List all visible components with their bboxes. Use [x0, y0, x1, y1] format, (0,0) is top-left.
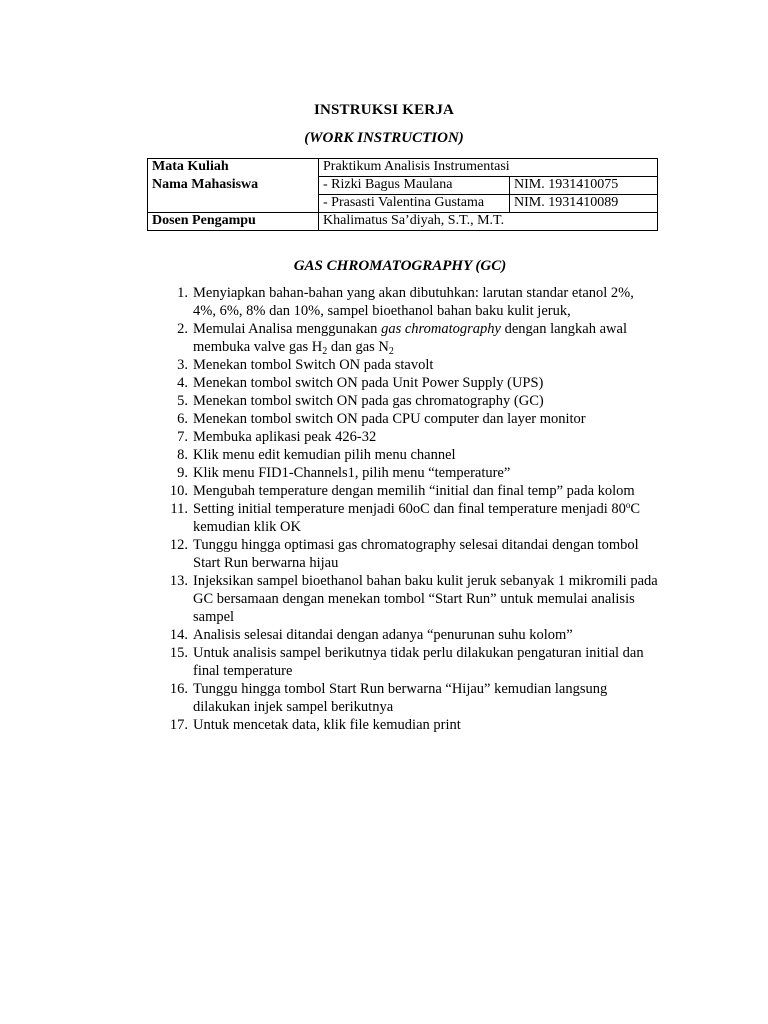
list-item	[160, 284, 660, 320]
course-value: Praktikum Analisis Instrumentasi	[319, 159, 658, 177]
list-item	[160, 716, 660, 734]
list-item	[160, 500, 660, 536]
step-number: 11.	[170, 501, 188, 517]
step-text: Injeksikan sampel bioethanol bahan baku kulit jeruk sebanyak 1 mikromili pada GC bersamaan dengan menekan tombol “Start Run” untuk memulai analisis sampel	[193, 573, 658, 625]
step-number: 16.	[169, 681, 188, 697]
section-title: GAS CHROMATOGRAPHY (GC)	[293, 258, 507, 274]
table-row	[148, 195, 658, 213]
list-item	[160, 482, 660, 500]
list-item	[160, 374, 660, 392]
step-text: Klik menu edit kemudian pilih menu channel	[193, 447, 456, 463]
list-item	[160, 644, 660, 680]
step-text: Menekan tombol switch ON pada Unit Power Supply (UPS)	[193, 375, 544, 391]
lecturer-label: Dosen Pengampu	[148, 213, 319, 231]
student-name-1: - Rizki Bagus Maulana	[319, 177, 510, 195]
student-nim-1: NIM. 1931410075	[510, 177, 658, 195]
list-item	[160, 356, 660, 374]
step-number: 10.	[169, 483, 188, 499]
step-number: 7.	[177, 429, 188, 445]
step-number: 3.	[177, 357, 188, 373]
student-name-2: - Prasasti Valentina Gustama	[319, 195, 510, 213]
step-number: 14.	[169, 627, 188, 643]
list-item	[160, 320, 660, 356]
student-label-cont	[148, 195, 319, 213]
step-number: 9.	[177, 465, 188, 481]
student-nim-2: NIM. 1931410089	[510, 195, 658, 213]
step-text: Membuka aplikasi peak 426-32	[193, 429, 377, 445]
emphasis-text: gas chromatography	[381, 321, 501, 337]
step-number: 13.	[169, 573, 188, 589]
step-number: 2.	[177, 321, 188, 337]
list-item	[160, 392, 660, 410]
step-number: 12.	[169, 537, 188, 553]
table-row	[148, 159, 658, 177]
step-text: Untuk analisis sampel berikutnya tidak perlu dilakukan pengaturan initial dan final temperature	[193, 645, 644, 679]
step-text: Menekan tombol switch ON pada CPU computer dan layer monitor	[193, 411, 586, 427]
step-text: Setting initial temperature menjadi 60oC dan final temperature menjadi 80$^o$C kemudian klik OK	[193, 500, 641, 535]
step-text: Untuk mencetak data, klik file kemudian print	[193, 717, 461, 733]
list-item	[160, 428, 660, 446]
list-item	[160, 626, 660, 644]
info-table	[147, 158, 658, 231]
step-text: Tunggu hingga tombol Start Run berwarna “Hijau” kemudian langsung dilakukan injek sampel berikutnya	[193, 681, 608, 715]
list-item	[160, 572, 660, 626]
step-number: 6.	[177, 411, 188, 427]
student-label: Nama Mahasiswa	[148, 177, 319, 195]
step-number: 17.	[169, 717, 188, 733]
step-text: Analisis selesai ditandai dengan adanya “penurunan suhu kolom”	[193, 627, 573, 643]
step-number: 8.	[177, 447, 188, 463]
step-text: Menyiapkan bahan-bahan yang akan dibutuhkan: larutan standar etanol 2%, 4%, 6%, 8% dan 10%, sampel bioethanol bahan baku kulit jeruk,	[193, 285, 634, 319]
step-text: Memulai Analisa menggunakan gas chromatography dengan langkah awal membuka valve gas $H_2$ dan gas $N_2$	[193, 321, 627, 357]
table-row	[148, 213, 658, 231]
course-label: Mata Kuliah	[148, 159, 319, 177]
list-item	[160, 446, 660, 464]
steps-list	[160, 284, 660, 734]
step-number: 15.	[169, 645, 188, 661]
step-number: 1.	[177, 285, 188, 301]
step-text: Tunggu hingga optimasi gas chromatography selesai ditandai dengan tombol Start Run berwarna hijau	[193, 537, 639, 571]
list-item	[160, 410, 660, 428]
step-number: 4.	[177, 375, 188, 391]
document-subtitle: (WORK INSTRUCTION)	[304, 130, 464, 146]
lecturer-value: Khalimatus Sa’diyah, S.T., M.T.	[319, 213, 658, 231]
table-row	[148, 177, 658, 195]
step-text: Klik menu FID1-Channels1, pilih menu “temperature”	[193, 465, 511, 481]
step-number: 5.	[177, 393, 188, 409]
document-title: INSTRUKSI KERJA	[313, 102, 455, 118]
list-item	[160, 464, 660, 482]
list-item	[160, 680, 660, 716]
list-item	[160, 536, 660, 572]
step-text: Menekan tombol Switch ON pada stavolt	[193, 357, 434, 373]
step-text: Mengubah temperature dengan memilih “initial dan final temp” pada kolom	[193, 483, 635, 499]
step-text: Menekan tombol switch ON pada gas chromatography (GC)	[193, 393, 544, 409]
